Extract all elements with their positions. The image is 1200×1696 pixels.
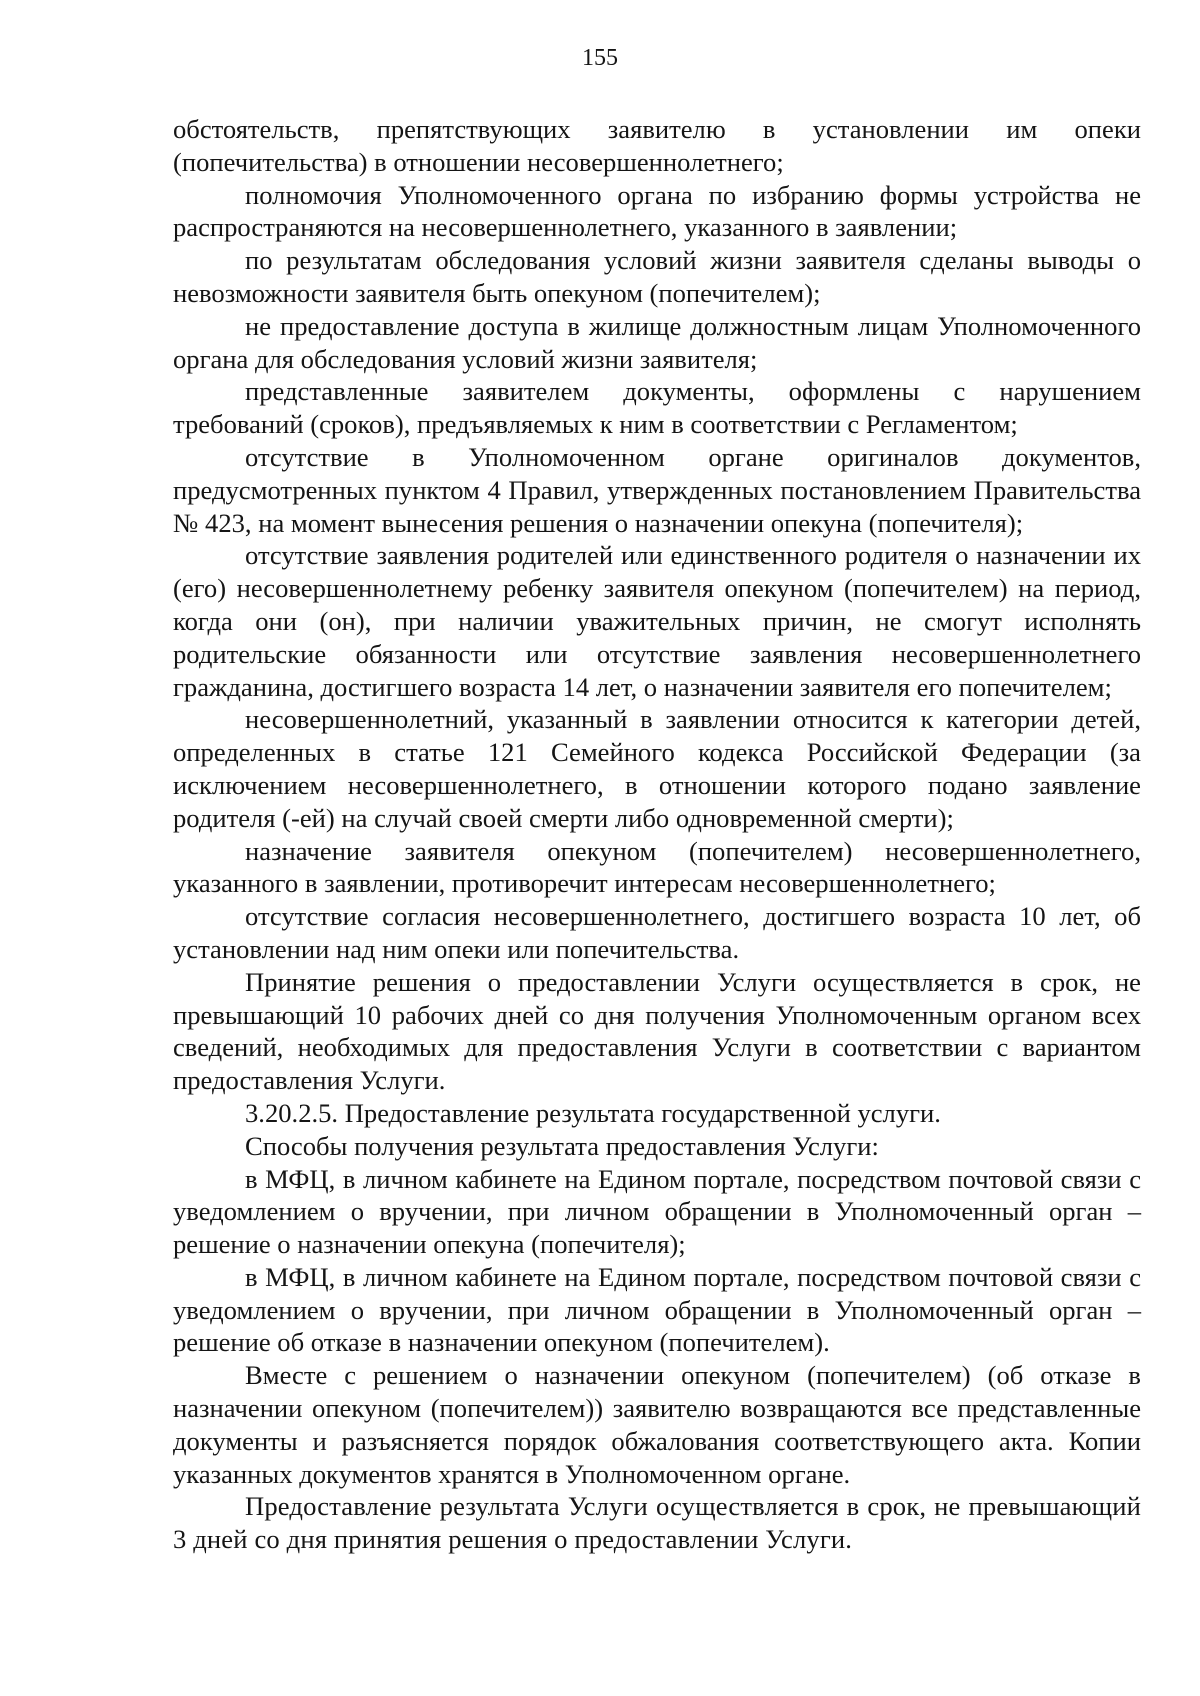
paragraph: Принятие решения о предоставлении Услуги осуществляется в срок, не превышающий 10 рабочих дней со дня получения Уполномоченным органом всех сведений, необходимых для предоставления Услуги в соответствии с вариантом предоставления Услуги. bbox=[173, 966, 1141, 1096]
paragraph: назначение заявителя опекуном (попечителем) несовершеннолетнего, указанного в заявлении, противоречит интересам несовершеннолетнего; bbox=[173, 835, 1141, 899]
section-heading: 3.20.2.5. Предоставление результата государственной услуги. bbox=[245, 1097, 941, 1128]
page-number: 155 bbox=[582, 45, 618, 71]
paragraph: отсутствие в Уполномоченном органе оригиналов документов, предусмотренных пунктом 4 Правил, утвержденных постановлением Правительства № 423, на момент вынесения решения о назначении опекуна (попечителя); bbox=[173, 441, 1141, 538]
paragraph: в МФЦ, в личном кабинете на Едином портале, посредством почтовой связи с уведомлением о вручении, при личном обращении в Уполномоченный орган – решение об отказе в назначении опекуном (попечителем). bbox=[173, 1261, 1141, 1358]
paragraph: Способы получения результата предоставления Услуги: bbox=[245, 1130, 879, 1161]
paragraph: отсутствие согласия несовершеннолетнего, достигшего возраста 10 лет, об установлении над ним опеки или попечительства. bbox=[173, 901, 1141, 964]
paragraph: представленные заявителем документы, оформлены с нарушением требований (сроков), предъявляемых к ним в соответствии с Регламентом; bbox=[173, 376, 1141, 440]
paragraph: не предоставление доступа в жилище должностным лицам Уполномоченного органа для обследования условий жизни заявителя; bbox=[173, 310, 1141, 374]
paragraph: полномочия Уполномоченного органа по избранию формы устройства не распространяются на несовершеннолетнего, указанного в заявлении; bbox=[173, 179, 1141, 243]
paragraph: Предоставление результата Услуги осуществляется в срок, не превышающий 3 дней со дня принятия решения о предоставлении Услуги. bbox=[173, 1491, 1141, 1555]
paragraph: в МФЦ, в личном кабинете на Едином портале, посредством почтовой связи с уведомлением о вручении, при личном обращении в Уполномоченный орган – решение о назначении опекуна (попечителя); bbox=[173, 1163, 1141, 1260]
document-body bbox=[173, 113, 1141, 1556]
paragraph: отсутствие заявления родителей или единственного родителя о назначении их (его) несовершеннолетнему ребенку заявителя опекуном (попечителем) на период, когда они (он), при наличии уважительных причин, не смогут исполнять родительские обязанности или отсутствие заявления несовершеннолетнего гражданина, достигшего возраста 14 лет, о назначении заявителя его попечителем; bbox=[173, 540, 1141, 702]
paragraph: обстоятельств, препятствующих заявителю в установлении им опеки (попечительства) в отношении несовершеннолетнего; bbox=[173, 114, 1141, 177]
paragraph: Вместе с решением о назначении опекуном (попечителем) (об отказе в назначении опекуном (попечителем)) заявителю возвращаются все представленные документы и разъясняется порядок обжалования соответствующего акта. Копии указанных документов хранятся в Уполномоченном органе. bbox=[173, 1360, 1141, 1489]
paragraph: по результатам обследования условий жизни заявителя сделаны выводы о невозможности заявителя быть опекуном (попечителем); bbox=[173, 245, 1141, 308]
paragraph: несовершеннолетний, указанный в заявлении относится к категории детей, определенных в статье 121 Семейного кодекса Российской Федерации (за исключением несовершеннолетнего, в отношении которого подано заявление родителя (-ей) на случай своей смерти либо одновременной смерти); bbox=[173, 704, 1141, 833]
